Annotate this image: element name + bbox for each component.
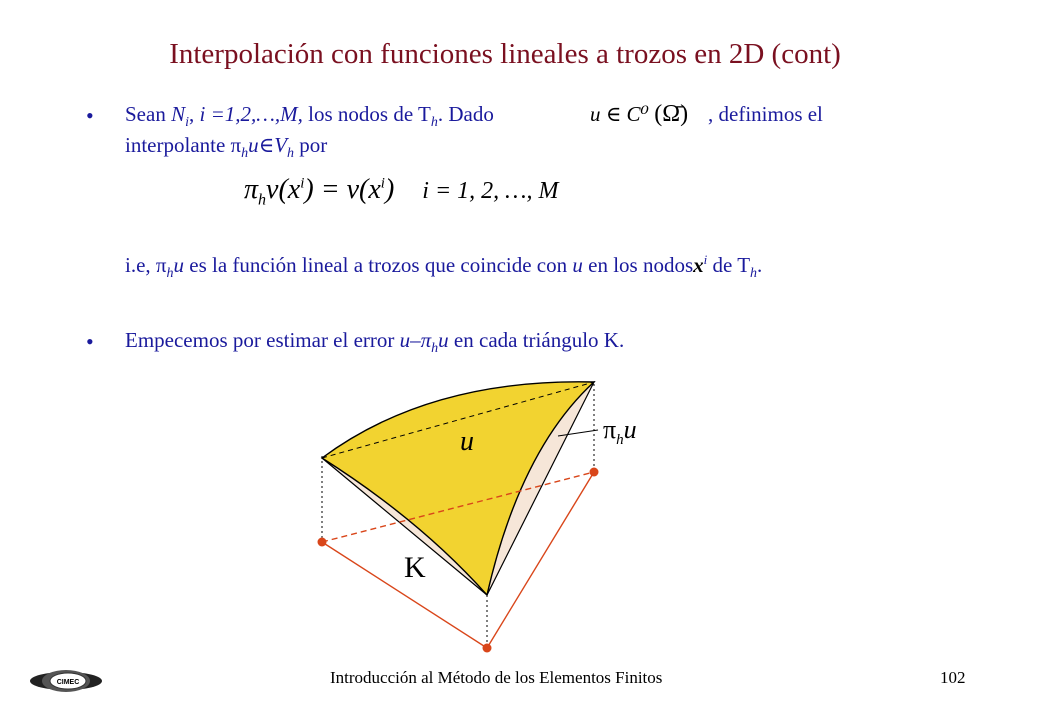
bullet1-line1: Sean $N_i$, i =1,2,…,M, los nodos de $T_h$. Dado — [125, 102, 494, 131]
label-u: u — [460, 426, 474, 457]
bullet1-ie-line: i.e, $\pi_hu$ es la función lineal a trozos que coincide con u en los nodosx$^i$ de $T_h$. — [125, 252, 763, 282]
node-right — [590, 468, 599, 477]
bullet1-line1-end: , definimos el — [708, 102, 823, 126]
svg-text:CIMEC: CIMEC — [56, 679, 80, 686]
slide-title: Interpolación con funciones lineales a trozos en 2D (cont) — [169, 38, 841, 70]
cimec-logo — [28, 667, 106, 695]
interpolation-diagram — [300, 370, 680, 660]
page-number: 102 — [940, 668, 966, 687]
bullet2-line: Empecemos por estimar el error $u-\pi_hu$ en cada triángulo K. — [125, 328, 625, 357]
bullet-marker-1: • — [86, 103, 94, 128]
node-left — [318, 538, 327, 547]
inline-math-u-in-C0: u ∈ C⁰ (Ω̄) — [590, 101, 689, 127]
label-K: K — [404, 551, 426, 584]
interpolation-formula: $\pi_hv(x^i) = v(x^i)$ i = 1, 2, …, M — [244, 174, 559, 209]
label-pihu: $\pi_hu$ — [603, 415, 637, 448]
bullet1-line2: interpolante $\pi_hu\in V_h$ por — [125, 133, 328, 162]
node-bottom — [483, 644, 492, 653]
bullet-marker-2: • — [86, 329, 94, 354]
footer-course-title: Introducción al Método de los Elementos Finitos — [330, 668, 663, 687]
